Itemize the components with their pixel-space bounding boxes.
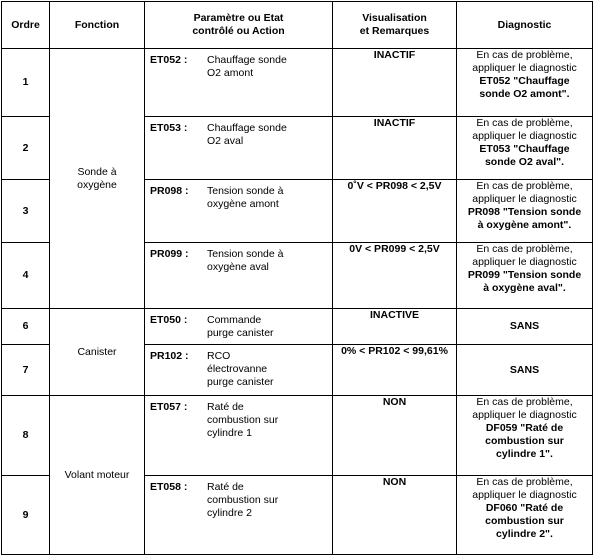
diag-intro-line: En cas de problème, [476,180,573,192]
header-diagnostic [457,2,593,49]
ordre-cell: 3 [2,180,50,243]
param-desc [207,248,332,274]
diag-ref-line: à oxygène aval". [483,282,566,294]
diag-ref-line: sonde O2 amont". [479,88,570,100]
visu-cell: INACTIF [333,49,457,117]
param-desc [207,185,332,211]
param-code: PR098 : [150,185,189,197]
visu-cell: 0% < PR102 < 99,61% [333,345,457,396]
param-code: ET058 : [150,481,188,493]
diag-intro-line: En cas de problème, [476,243,573,255]
param-desc-line: O2 aval [207,135,244,147]
parametre-cell [145,180,333,243]
diag-intro-line: appliquer le diagnostic [472,130,577,142]
diag-intro-line: En cas de problème, [476,396,573,408]
param-desc-line: Commande [207,314,262,326]
diag-ref-line: PR099 "Tension sonde [467,269,582,281]
diag-intro-line: appliquer le diagnostic [472,489,577,501]
param-code: PR099 : [150,248,189,260]
param-desc [207,314,332,340]
diagnostic-cell [457,476,593,555]
parametre-cell [145,309,333,345]
param-desc [207,54,332,80]
header-fonction [50,2,145,49]
diag-ref-line: DF060 "Raté de [485,502,564,514]
table-row [2,49,593,117]
fonction-sonde-line2: oxygène [77,178,117,191]
ordre-cell: 2 [2,117,50,180]
diag-ref-line: à oxygène amont". [477,219,572,231]
header-parametre-line2: contrôlé ou Action [192,25,285,37]
ordre-cell: 4 [2,243,50,309]
param-desc-line: Raté de [207,481,244,493]
param-desc-line: RCO [207,350,231,362]
param-desc-line: Chauffage sonde [207,54,287,66]
diag-ref-line: sonde O2 aval". [484,156,565,168]
param-desc-line: combustion sur [207,494,279,506]
fonction-sonde-cell [50,49,145,309]
diag-ref-line: PR098 "Tension sonde [467,206,582,218]
diag-intro-line: En cas de problème, [476,476,573,488]
diag-ref-line: cylindre 1". [496,448,553,460]
diagnostic-cell [457,117,593,180]
param-desc-line: Tension sonde à [207,185,284,197]
param-desc-line: combustion sur [207,414,279,426]
diag-intro-line: En cas de problème, [476,117,573,129]
fonction-sonde-line1: Sonde à [77,165,117,178]
param-code: ET052 : [150,54,188,66]
diagnostic-table [1,1,593,555]
diagnostic-cell [457,396,593,476]
header-row [2,2,593,49]
parametre-cell [145,345,333,396]
param-code: ET053 : [150,122,188,134]
diag-intro-line: En cas de problème, [476,49,573,61]
table-row [2,396,593,476]
diag-ref-line: combustion sur [485,515,564,527]
parametre-cell [145,117,333,180]
diag-ref-line: cylindre 2". [496,528,553,540]
diag-intro-line: appliquer le diagnostic [472,409,577,421]
param-desc-line: purge canister [207,376,274,388]
param-desc [207,481,332,520]
param-desc-line: Tension sonde à [207,248,284,260]
diagnostic-cell [457,49,593,117]
param-desc-line: oxygène amont [207,198,279,210]
diag-ref-line: DF059 "Raté de [485,422,564,434]
header-parametre-line1: Paramètre ou Etat [193,12,284,24]
ordre-cell: 8 [2,396,50,476]
header-diagnostic-text: Diagnostic [497,18,552,31]
visu-cell: INACTIVE [333,309,457,345]
param-desc-line: Raté de [207,401,244,413]
diag-intro-line: appliquer le diagnostic [472,256,577,268]
param-desc [207,401,332,440]
diag-ref-line: ET053 "Chauffage [479,143,570,155]
diag-intro-line: appliquer le diagnostic [472,62,577,74]
ordre-cell: 7 [2,345,50,396]
diag-ref-line: ET052 "Chauffage [479,75,570,87]
header-visu-line2: et Remarques [359,25,430,37]
header-ordre-text: Ordre [11,18,40,31]
parametre-cell [145,49,333,117]
param-code: ET050 : [150,314,188,326]
param-code: PR102 : [150,350,189,362]
visu-cell: INACTIF [333,117,457,180]
param-desc-line: cylindre 1 [207,427,252,439]
ordre-cell: 1 [2,49,50,117]
diagnostic-cell: SANS [457,309,593,345]
fonction-volant-cell [50,396,145,555]
header-visu-line1: Visualisation [362,12,427,24]
parametre-cell [145,476,333,555]
param-desc [207,350,332,389]
fonction-canister-text: Canister [77,345,117,358]
diag-ref-line: combustion sur [485,435,564,447]
fonction-volant-text: Volant moteur [64,468,130,481]
visu-cell: 0V < PR099 < 2,5V [333,243,457,309]
diagnostic-cell [457,243,593,309]
diag-intro-line: appliquer le diagnostic [472,193,577,205]
parametre-cell [145,243,333,309]
param-desc-line: Chauffage sonde [207,122,287,134]
header-visualisation [333,2,457,49]
param-desc-line: purge canister [207,327,274,339]
parametre-cell [145,396,333,476]
visu-cell: 0˚V < PR098 < 2,5V [333,180,457,243]
ordre-cell: 6 [2,309,50,345]
visu-cell: NON [333,476,457,555]
visu-cell: NON [333,396,457,476]
fonction-canister-cell [50,309,145,396]
param-desc [207,122,332,148]
param-desc-line: O2 amont [207,67,254,79]
header-parametre [145,2,333,49]
header-fonction-text: Fonction [74,18,120,31]
param-desc-line: oxygène aval [207,261,269,273]
table-row [2,309,593,345]
param-desc-line: électrovanne [207,363,268,375]
diagnostic-cell: SANS [457,345,593,396]
param-code: ET057 : [150,401,188,413]
param-desc-line: cylindre 2 [207,507,252,519]
header-ordre [2,2,50,49]
diagnostic-cell [457,180,593,243]
ordre-cell: 9 [2,476,50,555]
